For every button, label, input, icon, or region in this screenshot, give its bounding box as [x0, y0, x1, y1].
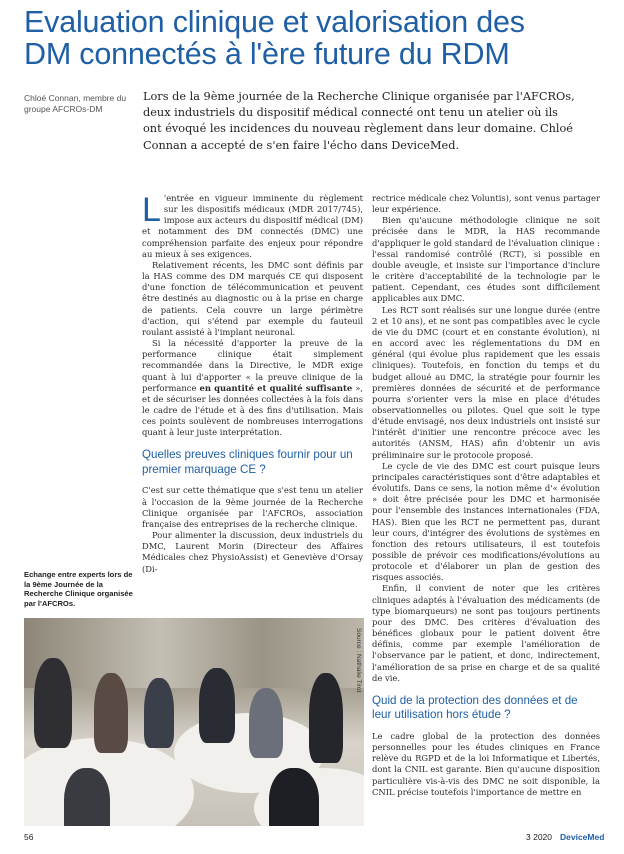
- lead-line: ont évoqué les incidences du nouveau règlement dans leur domaine. Chloé: [143, 122, 573, 136]
- photo-person: [34, 658, 72, 748]
- magazine-brand: DeviceMed: [560, 832, 605, 842]
- photo-person: [309, 673, 343, 763]
- photo-person: [199, 668, 235, 743]
- paragraph: Pour alimenter la discussion, deux industriels du DMC, Laurent Morin (Directeur des Affaires Médicales chez PhysioAssist) et Geneviève d'Orsay (Di-: [142, 530, 363, 574]
- issue-number: 3 2020: [526, 832, 552, 842]
- lead-line: Lors de la 9ème journée de la Recherche Clinique organisée par l'AFCROs,: [143, 90, 575, 103]
- photo-person: [94, 673, 128, 753]
- photo-person: [249, 688, 283, 758]
- lead-line: deux industriels du dispositif médical connecté ont tenu un atelier où ils: [143, 106, 558, 120]
- column-left: [142, 193, 363, 575]
- title-line: DM connectés à l'ère future du RDM: [24, 37, 510, 71]
- paragraph: rectrice médicale chez Voluntis), sont venus partager leur expérience.: [372, 193, 600, 215]
- photo-credit: Source : Nathalie Tirot: [355, 628, 362, 693]
- page-number: 56: [24, 832, 34, 842]
- paragraph: Bien qu'aucune méthodologie clinique ne soit précisée dans le MDR, la HAS recommande d'appliquer le gold standard de l'évaluation clinique : l'essai randomisé contrôlé (RCT), si possible en double aveugle, et insiste sur l'importance d'inclure le critère d'acceptabilité de la technologie par le patient. Cependant, ces études sont difficilement applicables aux DMC.: [372, 215, 600, 304]
- title-line: Evaluation clinique et valorisation des: [24, 5, 525, 39]
- author-credit: Chloé Connan, membre du groupe AFCROs-DM: [24, 93, 127, 114]
- paragraph-text: 'entrée en vigueur imminente du règlement sur les dispositifs médicaux (MDR 2017/745), impose aux acteurs du dispositif médical (DM) et notamment des DM connectés (DMC) une compréhension parfaite des enjeux pour répondre au mieux à ses exigences.: [142, 193, 363, 259]
- section-heading: Quid de la protection des données et de leur utilisation hors étude ?: [372, 693, 578, 722]
- column-right: [372, 193, 600, 798]
- drop-cap: L: [142, 191, 161, 229]
- photo-background: [24, 618, 364, 688]
- paragraph-text: », et de sécuriser les données collectées à la fois dans le cadre de l'étude et à des fins d'utilisation. Mais ces points soulèvent de nombreuses interrogations quant à leur juste interprétation.: [142, 382, 363, 438]
- paragraph: Enfin, il convient de noter que les critères cliniques adaptés à l'évaluation des médicaments (de type biomarqueurs) ne sont pas toujours pertinents pour des DMC. Des critères d'évaluation des bénéfices globaux pour le patient doivent être définis, comme par exemple l'amélioration de l'observance par le patient, et donc, indirectement, l'amélioration de sa prise en charge et de sa qualité de vie.: [372, 583, 600, 683]
- photo-caption: Echange entre experts lors de la 9ème Journée de la Recherche Clinique organisée par l'AFCROs.: [24, 570, 133, 608]
- photo-person: [144, 678, 174, 748]
- photo-person: [64, 768, 110, 826]
- paragraph-text: Si la nécessité d'apporter la preuve de la performance clinique était simplement recommandée dans la Directive, le MDR exige quant à lui d'apporter « la preuve clinique de la performance: [142, 338, 363, 393]
- section-heading: Quelles preuves cliniques fournir pour un premier marquage CE ?: [142, 448, 353, 476]
- lead-paragraph: [143, 89, 608, 154]
- lead-line: Connan a accepté de s'en faire l'écho dans DeviceMed.: [143, 138, 460, 152]
- photo-person: [269, 768, 319, 826]
- paragraph: [142, 193, 363, 260]
- bold-text: en quantité et qualité suffisante: [199, 382, 353, 393]
- conference-photo: [24, 618, 364, 826]
- paragraph: [142, 338, 363, 438]
- article-title: [24, 6, 614, 70]
- paragraph: Le cadre global de la protection des données personnelles pour les études cliniques en France relève du RGPD et de la loi Informatique et Libertés, dont la CNIL est garante. Bien qu'aucune disposition particulière vis-à-vis des DMC ne soit disponible, la CNIL précise toutefois l'importance de mettre en: [372, 730, 600, 797]
- paragraph: Le cycle de vie des DMC est court puisque leurs principales caractéristiques sont d'être adaptables et évolutifs. Dans ce sens, la notion même d'« évolution » doit être précisée pour les DMC et harmonisée pour l'ensemble des instances internationales (FDA, HAS). Bien que les RCT ne permettent pas, durant leur cours, d'intégrer des évolutions de systèmes en fonction des retours utilisateurs, il est toutefois possible de prévoir ces modifications/évolutions au protocole et d'élaborer un plan de gestion des risques associés.: [372, 460, 600, 583]
- paragraph: C'est sur cette thématique que s'est tenu un atelier à l'occasion de la 9ème journée de la Recherche Clinique organisée par l'AFCROs, association française des entreprises de la recherche clinique.: [142, 485, 363, 529]
- paragraph: Relativement récents, les DMC sont définis par la HAS comme des DM marqués CE qui disposent d'une fonction de télécommunication et peuvent être destinés au diagnostic ou à la prise en charge de patients. Cela couvre un large périmètre d'action, qui s'étend par exemple du fauteuil roulant assisté à l'implant neuronal.: [142, 259, 363, 337]
- paragraph: Les RCT sont réalisés sur une longue durée (entre 2 et 10 ans), et ne sont pas compatibles avec le cycle de vie du DMC (court et en constante évolution), ni en accord avec les réglementations du DM en général (qui évolue plus rapidement que les essais cliniques). Toutefois, en fonction du temps et du budget alloué au DMC, la stratégie pour fournir les premières données de sécurité et de performance pourra s'orienter vers la mise en place d'études observationnelles ou pilotes. Quel que soit le type d'étude envisagé, nos deux industriels ont insisté sur l'intérêt d'initier une rencontre précoce avec les autorités (ANSM, HAS) afin d'obtenir un avis préliminaire sur le protocole proposé.: [372, 304, 600, 460]
